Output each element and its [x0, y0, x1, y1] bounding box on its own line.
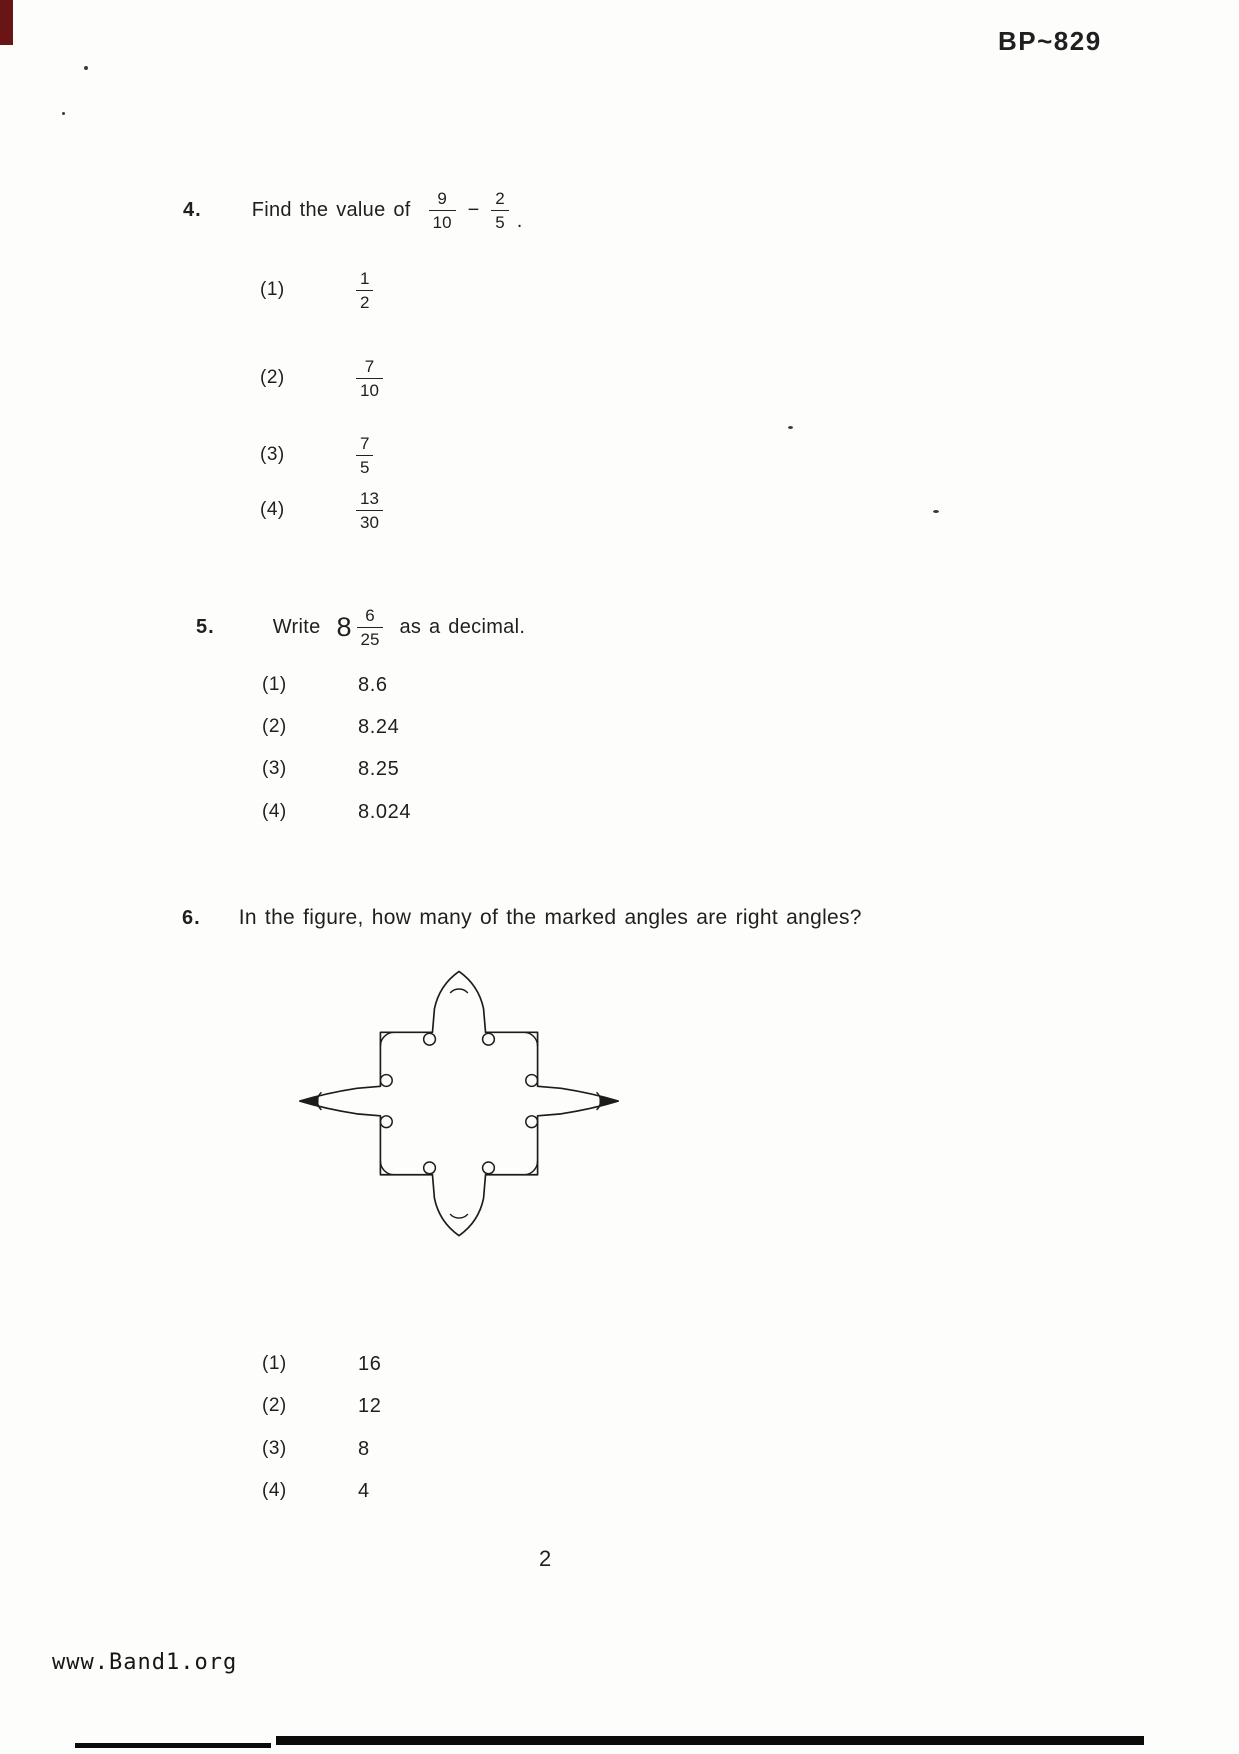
- angle-marks: [317, 989, 600, 1218]
- option-fraction: $\frac{7}{10}$: [356, 358, 383, 399]
- question-6-number: 6.: [182, 906, 201, 929]
- page-number: 2: [539, 1546, 552, 1571]
- scan-speck: [84, 66, 88, 70]
- sentence-period: .: [516, 210, 523, 232]
- q5-option-3: (3) 8.25: [262, 757, 400, 780]
- fraction-2-5: $\frac{2}{5}$: [491, 190, 508, 231]
- minus-operator: −: [467, 198, 480, 221]
- question-6-stem: [182, 903, 862, 933]
- question-5-prompt-prefix: Write: [272, 615, 321, 638]
- question-4-stem: [183, 181, 522, 239]
- q4-option-4: (4) $\frac{13}{30}$: [260, 482, 383, 538]
- option-fraction: $\frac{13}{30}$: [356, 490, 383, 531]
- q6-option-1: (1) 16: [262, 1352, 382, 1375]
- q6-option-3: (3) 8: [262, 1437, 370, 1460]
- scan-speck: [788, 426, 793, 429]
- q4-option-3: (3) $\frac{7}{5}$: [260, 427, 373, 483]
- cross-shape-outline: [300, 971, 618, 1235]
- q5-option-2: (2) 8.24: [262, 715, 400, 738]
- q4-option-2: (2) $\frac{7}{10}$: [260, 350, 383, 406]
- scan-artifact-red-bar: [0, 0, 13, 45]
- paper-code: BP~829: [998, 26, 1102, 56]
- option-fraction: $\frac{1}{2}$: [356, 270, 373, 311]
- scan-artifact-bottom-bar: [276, 1736, 1144, 1745]
- q6-option-4: (4) 4: [262, 1479, 370, 1502]
- question-5-prompt-suffix: as a decimal.: [399, 615, 526, 638]
- question-6-prompt: In the figure, how many of the marked angles are right angles?: [238, 906, 862, 929]
- q4-option-1: (1) $\frac{1}{2}$: [260, 262, 373, 318]
- question-5-number: 5.: [196, 615, 215, 638]
- option-fraction: $\frac{7}{5}$: [356, 435, 373, 476]
- scan-speck: [933, 510, 939, 513]
- q5-option-1: (1) 8.6: [262, 673, 388, 696]
- q6-option-2: (2) 12: [262, 1394, 382, 1417]
- scan-speck: [62, 112, 65, 115]
- mixed-number-8-6-25: 8 $\frac{6}{25}$: [337, 607, 384, 648]
- left-arrow-tip: [300, 1095, 319, 1107]
- fraction-9-10: $\frac{9}{10}$: [429, 190, 456, 231]
- question-5-stem: [196, 598, 525, 656]
- question-4-number: 4.: [183, 198, 202, 221]
- q5-option-4: (4) 8.024: [262, 800, 412, 823]
- right-arrow-tip: [599, 1095, 618, 1107]
- question-6-figure: [292, 962, 626, 1250]
- scan-artifact-bottom-bar: [75, 1743, 271, 1748]
- footer-website: www.Band1.org: [52, 1650, 238, 1675]
- question-4-prompt: Find the value of: [251, 198, 411, 221]
